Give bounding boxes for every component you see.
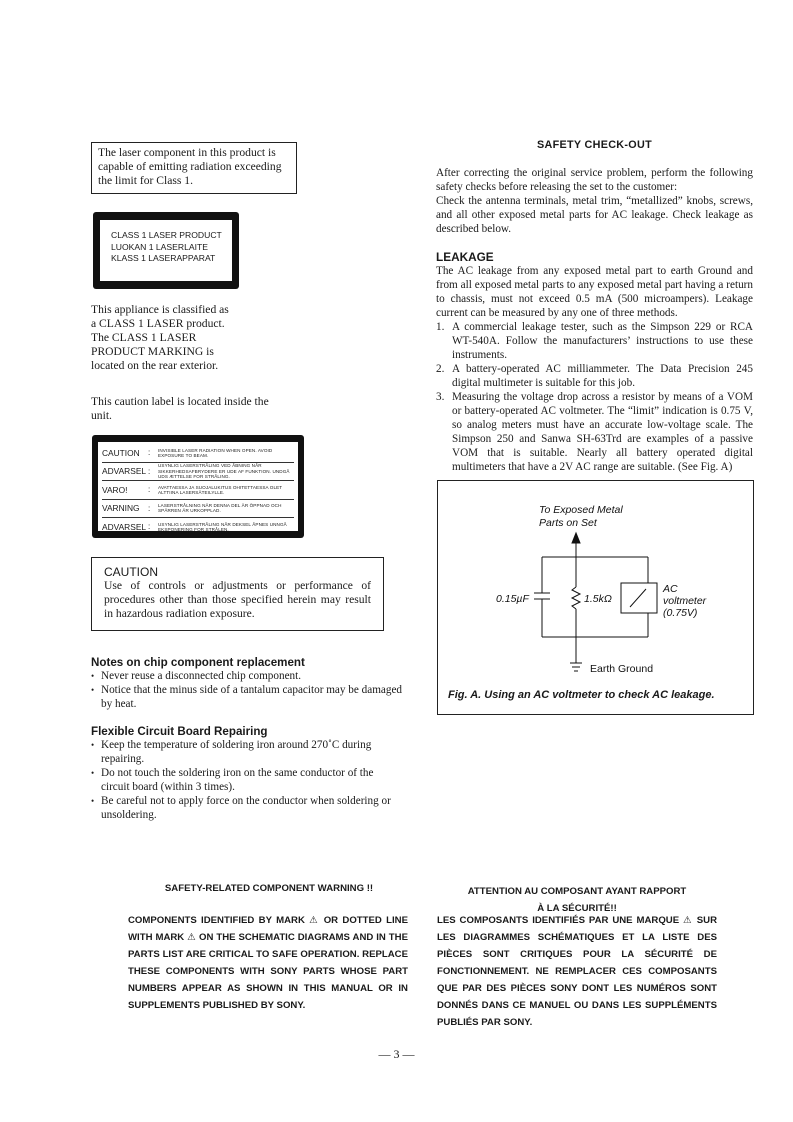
caution-warning-label	[92, 435, 304, 538]
warning-colon: :	[148, 448, 151, 458]
warning-word: VARO!	[102, 484, 128, 495]
meter-label-1: AC	[663, 583, 678, 595]
voltmeter-needle-icon	[630, 589, 646, 607]
appliance-classification-text: This appliance is classified as a CLASS 1 LASER product. The CLASS 1 LASER PRODUCT MARKING is located on the rear exterior.	[91, 303, 229, 372]
flex-notes-heading: Flexible Circuit Board Repairing	[91, 725, 268, 738]
label-top-1: To Exposed Metal	[539, 504, 623, 516]
list-item	[436, 320, 753, 362]
laser-component-note: The laser component in this product is capable of emitting radiation exceeding the limit for Class 1.	[91, 142, 297, 194]
warning-colon: :	[148, 466, 151, 476]
leakage-heading: LEAKAGE	[436, 250, 494, 264]
caution-box	[91, 557, 384, 631]
probe-arrow-icon	[572, 533, 580, 543]
warning-fr-title-line: À LA SÉCURITÉ!!	[537, 903, 617, 914]
warning-en-title: SAFETY-RELATED COMPONENT WARNING !!	[164, 883, 374, 894]
caution-label-location-text: This caution label is located inside the unit.	[91, 395, 269, 422]
warning-en-text: COMPONENTS IDENTIFIED BY MARK ⚠ OR DOTTED LINE WITH MARK ⚠ ON THE SCHEMATIC DIAGRAMS AND IN THE PARTS LIST ARE CRITICAL TO SAFE OPERATION. REPLACE THESE COMPONENTS WITH SONY PARTS WHOSE PART NUMBERS APPEAR AS SHOWN IN THIS MANUAL OR IN SUPPLEMENTS PUBLISHED BY SONY.	[128, 915, 408, 1011]
chip-component-notes	[91, 656, 403, 711]
warning-row	[102, 518, 294, 536]
laser-label-inner	[100, 220, 232, 281]
warning-colon: :	[148, 503, 151, 513]
safety-checkout-intro	[436, 166, 753, 236]
warning-row	[102, 444, 294, 463]
chip-notes-list	[91, 669, 403, 711]
warning-row	[102, 500, 294, 519]
item-number: 1.	[436, 321, 445, 333]
figure-caption: Fig. A. Using an AC voltmeter to check AC leakage.	[448, 689, 715, 701]
laser-label-line: KLASS 1 LASERAPPARAT	[111, 253, 216, 263]
item-text: A battery-operated AC milliammeter. The Data Precision 245 digital multimeter is suitable for this job.	[452, 363, 753, 389]
warning-label-inner	[98, 442, 298, 531]
warning-fr-text: LES COMPOSANTS IDENTIFIÉS PAR UNE MARQUE ⚠ SUR LES DIAGRAMMES SCHÉMATIQUES ET LA LISTE DES PIÈCES SONT CRITIQUES POUR LA SÉCURITÉ DE FONCTIONNEMENT. NE REMPLACER CES COMPOSANTS QUE PAR DES PIÈCES SONY DONT LES NUMÉROS SONT DONNÉS DANS CE MANUEL OU DANS LES SUPPLÉMENTS PUBLIÉS PAR SONY.	[437, 915, 717, 1028]
list-item: • Be careful not to apply force on the conductor when soldering or unsoldering.	[91, 794, 403, 822]
list-item: • Do not touch the soldering iron on the same conductor of the circuit board (within 3 times).	[91, 766, 403, 794]
safety-checkout-title: SAFETY CHECK-OUT	[537, 139, 652, 151]
chip-notes-heading: Notes on chip component replacement	[91, 656, 305, 669]
voltmeter-box	[621, 583, 657, 613]
warning-colon: :	[148, 522, 151, 532]
flexible-circuit-notes	[91, 725, 403, 822]
list-item: • Notice that the minus side of a tantalum capacitor may be damaged by heat.	[91, 683, 403, 711]
item-text: Measuring the voltage drop across a resistor by means of a VOM or battery-operated AC voltmeter. The “limit” indication is 0.75 V, so analog meters must have an accurate low-voltage scale. The Simpson 250 and Sanwa SH-63Trd are examples of a passive VOM that is suitable. Nearly all battery operated digital multimeters that have a 2V AC range are suitable. (See Fig. A)	[452, 391, 753, 473]
flex-notes-list	[91, 738, 403, 822]
warning-row	[102, 463, 294, 482]
page-number: — 3 —	[378, 1047, 415, 1061]
list-item	[436, 390, 753, 474]
item-text: A commercial leakage tester, such as the Simpson 229 or RCA WT-540A. Follow the manufacturers’ instructions to use these instruments.	[452, 321, 753, 361]
warning-word: VARNING	[102, 503, 140, 514]
warning-fr-title-line: ATTENTION AU COMPOSANT AYANT RAPPORT	[467, 886, 687, 897]
warning-text: USYNLIG LASERSTRÅLING VED ÅBNING NÅR SIKKERHEDSAFBRYDERE ER UDE AF FUNKTION. UNDGÅ UDS ÆTTELSE FOR STRÅLING.	[158, 463, 290, 479]
label-top-2: Parts on Set	[539, 517, 597, 529]
ground-label: Earth Ground	[590, 663, 654, 675]
warning-row	[102, 481, 294, 500]
warning-text: USYNLIG LASERSTRÅLING NÅR DEKSEL ÅPNES UNNGÅ EKSPONERING FOR STRÅLEN.	[158, 521, 287, 532]
resistor-zigzag	[572, 587, 580, 609]
caution-title: CAUTION	[104, 565, 158, 579]
list-item	[436, 362, 753, 390]
warning-text: AVATTAESSA JA SUOJALUKITUS OHITETTAESSA OLET ALTTIINA LASERSÄTEILYLLE.	[158, 484, 283, 495]
warning-colon: :	[148, 485, 151, 495]
intro-paragraph: Check the antenna terminals, metal trim, “metallized” knobs, screws, and all other exposed metal parts for AC leakage. Check leakage as described below.	[436, 195, 753, 235]
list-item: • Keep the temperature of soldering iron around 270˚C during repairing.	[91, 738, 403, 766]
warning-text: INVISIBLE LASER RADIATION WHEN OPEN. AVOID EXPOSURE TO BEAM.	[158, 447, 273, 458]
laser-label-line: LUOKAN 1 LASERLAITE	[111, 241, 208, 252]
warning-word: CAUTION	[102, 447, 140, 458]
caution-text: Use of controls or adjustments or performance of procedures other than those specified herein may result in hazardous radiation exposure.	[104, 579, 371, 620]
warning-word: ADVARSEL	[102, 466, 147, 477]
warning-text: LASERSTRÅLNING NÄR DENNA DEL ÄR ÖPPNAD OCH SPÄRREN ÄR URKOPPLAD.	[158, 503, 282, 514]
capacitor-label: 0.15µF	[496, 593, 529, 605]
circuit-diagram	[438, 481, 755, 716]
leakage-circuit-figure	[437, 480, 754, 715]
item-number: 3.	[436, 391, 445, 403]
intro-paragraph: After correcting the original service problem, perform the following safety checks before releasing the set to the customer:	[436, 167, 753, 193]
laser-label-line: CLASS 1 LASER PRODUCT	[111, 230, 222, 240]
warning-word: ADVARSEL	[102, 521, 147, 532]
laser-product-label	[93, 212, 239, 289]
measurement-methods-list	[436, 320, 753, 474]
item-number: 2.	[436, 363, 445, 375]
meter-label-2: voltmeter	[663, 595, 707, 607]
meter-label-3: (0.75V)	[663, 607, 698, 619]
resistor-label: 1.5kΩ	[584, 593, 612, 605]
list-item: • Never reuse a disconnected chip component.	[91, 669, 403, 683]
leakage-text: The AC leakage from any exposed metal part to earth Ground and from all exposed metal parts to any exposed metal part having a return to chassis, must not exceed 0.5 mA (500 microampers). Leakage current can be measured by any one of three methods.	[436, 265, 753, 319]
